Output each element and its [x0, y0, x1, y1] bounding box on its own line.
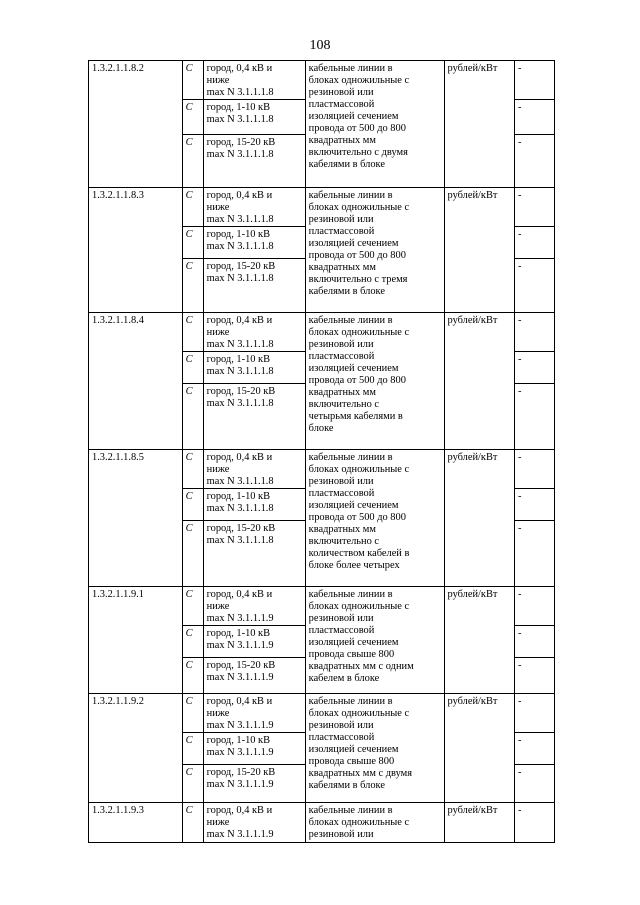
zone-cell: город, 15-20 кВ max N 3.1.1.1.9	[203, 765, 305, 803]
zone-cell: город, 1-10 кВ max N 3.1.1.1.8	[203, 227, 305, 259]
category-cell: С	[182, 188, 203, 227]
table-row	[89, 694, 555, 733]
page-number: 108	[309, 38, 331, 53]
zone-cell: город, 1-10 кВ max N 3.1.1.1.8	[203, 100, 305, 135]
description-cell: кабельные линии в блоках одножильные с резиновой или пластмассовой изоляцией сечением провода от 500 до 800 квадратных мм включительно с количеством кабелей в блоке более четырех	[305, 450, 444, 587]
category-cell: С	[182, 733, 203, 765]
category-cell: С	[182, 259, 203, 313]
category-cell: С	[182, 100, 203, 135]
item-code: 1.3.2.1.1.8.2	[89, 61, 183, 188]
unit-cell: рублей/кВт	[444, 450, 514, 587]
category-cell: С	[182, 658, 203, 694]
zone-cell: город, 1-10 кВ max N 3.1.1.1.9	[203, 733, 305, 765]
description-cell: кабельные линии в блоках одножильные с резиновой или пластмассовой изоляцией сечением провода от 500 до 800 квадратных мм включительно с четырьмя кабелями в блоке	[305, 313, 444, 450]
description-cell: кабельные линии в блоках одножильные с резиновой или пластмассовой изоляцией сечением провода от 500 до 800 квадратных мм включительно с тремя кабелями в блоке	[305, 188, 444, 313]
value-cell: -	[514, 384, 554, 450]
category-cell: С	[182, 227, 203, 259]
value-cell: -	[514, 658, 554, 694]
item-code: 1.3.2.1.1.9.1	[89, 587, 183, 694]
zone-cell: город, 1-10 кВ max N 3.1.1.1.8	[203, 489, 305, 521]
zone-cell: город, 15-20 кВ max N 3.1.1.1.8	[203, 135, 305, 188]
description-cell: кабельные линии в блоках одножильные с резиновой или	[305, 803, 444, 843]
zone-cell: город, 0,4 кВ и ниже max N 3.1.1.1.9	[203, 587, 305, 626]
unit-cell: рублей/кВт	[444, 61, 514, 188]
item-code: 1.3.2.1.1.9.3	[89, 803, 183, 843]
unit-cell: рублей/кВт	[444, 587, 514, 694]
table-row	[89, 188, 555, 227]
description-cell: кабельные линии в блоках одножильные с резиновой или пластмассовой изоляцией сечением провода свыше 800 квадратных мм с двумя кабелями в блоке	[305, 694, 444, 803]
value-cell: -	[514, 521, 554, 587]
zone-cell: город, 15-20 кВ max N 3.1.1.1.9	[203, 658, 305, 694]
unit-cell: рублей/кВт	[444, 803, 514, 843]
value-cell: -	[514, 135, 554, 188]
value-cell: -	[514, 694, 554, 733]
category-cell: С	[182, 521, 203, 587]
tariff-table	[88, 60, 555, 843]
value-cell: -	[514, 489, 554, 521]
item-code: 1.3.2.1.1.8.3	[89, 188, 183, 313]
zone-cell: город, 1-10 кВ max N 3.1.1.1.8	[203, 352, 305, 384]
zone-cell: город, 15-20 кВ max N 3.1.1.1.8	[203, 384, 305, 450]
zone-cell: город, 0,4 кВ и ниже max N 3.1.1.1.8	[203, 313, 305, 352]
value-cell: -	[514, 587, 554, 626]
value-cell: -	[514, 626, 554, 658]
zone-cell: город, 0,4 кВ и ниже max N 3.1.1.1.8	[203, 61, 305, 100]
description-cell: кабельные линии в блоках одножильные с резиновой или пластмассовой изоляцией сечением провода свыше 800 квадратных мм с одним кабелем в блоке	[305, 587, 444, 694]
zone-cell: город, 0,4 кВ и ниже max N 3.1.1.1.9	[203, 694, 305, 733]
unit-cell: рублей/кВт	[444, 694, 514, 803]
category-cell: С	[182, 450, 203, 489]
category-cell: С	[182, 61, 203, 100]
category-cell: С	[182, 694, 203, 733]
category-cell: С	[182, 765, 203, 803]
category-cell: С	[182, 352, 203, 384]
unit-cell: рублей/кВт	[444, 188, 514, 313]
value-cell: -	[514, 450, 554, 489]
item-code: 1.3.2.1.1.9.2	[89, 694, 183, 803]
category-cell: С	[182, 489, 203, 521]
unit-cell: рублей/кВт	[444, 313, 514, 450]
zone-cell: город, 15-20 кВ max N 3.1.1.1.8	[203, 259, 305, 313]
table-row	[89, 61, 555, 100]
table-row	[89, 450, 555, 489]
value-cell: -	[514, 100, 554, 135]
zone-cell: город, 0,4 кВ и ниже max N 3.1.1.1.8	[203, 188, 305, 227]
value-cell: -	[514, 733, 554, 765]
table-row	[89, 803, 555, 843]
value-cell: -	[514, 188, 554, 227]
category-cell: С	[182, 384, 203, 450]
value-cell: -	[514, 765, 554, 803]
item-code: 1.3.2.1.1.8.5	[89, 450, 183, 587]
zone-cell: город, 15-20 кВ max N 3.1.1.1.8	[203, 521, 305, 587]
category-cell: С	[182, 313, 203, 352]
value-cell: -	[514, 313, 554, 352]
category-cell: С	[182, 803, 203, 843]
value-cell: -	[514, 352, 554, 384]
category-cell: С	[182, 587, 203, 626]
table-row	[89, 313, 555, 352]
zone-cell: город, 1-10 кВ max N 3.1.1.1.9	[203, 626, 305, 658]
table-row	[89, 587, 555, 626]
zone-cell: город, 0,4 кВ и ниже max N 3.1.1.1.9	[203, 803, 305, 843]
value-cell: -	[514, 61, 554, 100]
tariff-table-body	[89, 61, 555, 843]
item-code: 1.3.2.1.1.8.4	[89, 313, 183, 450]
description-cell: кабельные линии в блоках одножильные с резиновой или пластмассовой изоляцией сечением провода от 500 до 800 квадратных мм включительно с двумя кабелями в блоке	[305, 61, 444, 188]
category-cell: С	[182, 626, 203, 658]
value-cell: -	[514, 227, 554, 259]
value-cell: -	[514, 259, 554, 313]
category-cell: С	[182, 135, 203, 188]
value-cell: -	[514, 803, 554, 843]
zone-cell: город, 0,4 кВ и ниже max N 3.1.1.1.8	[203, 450, 305, 489]
